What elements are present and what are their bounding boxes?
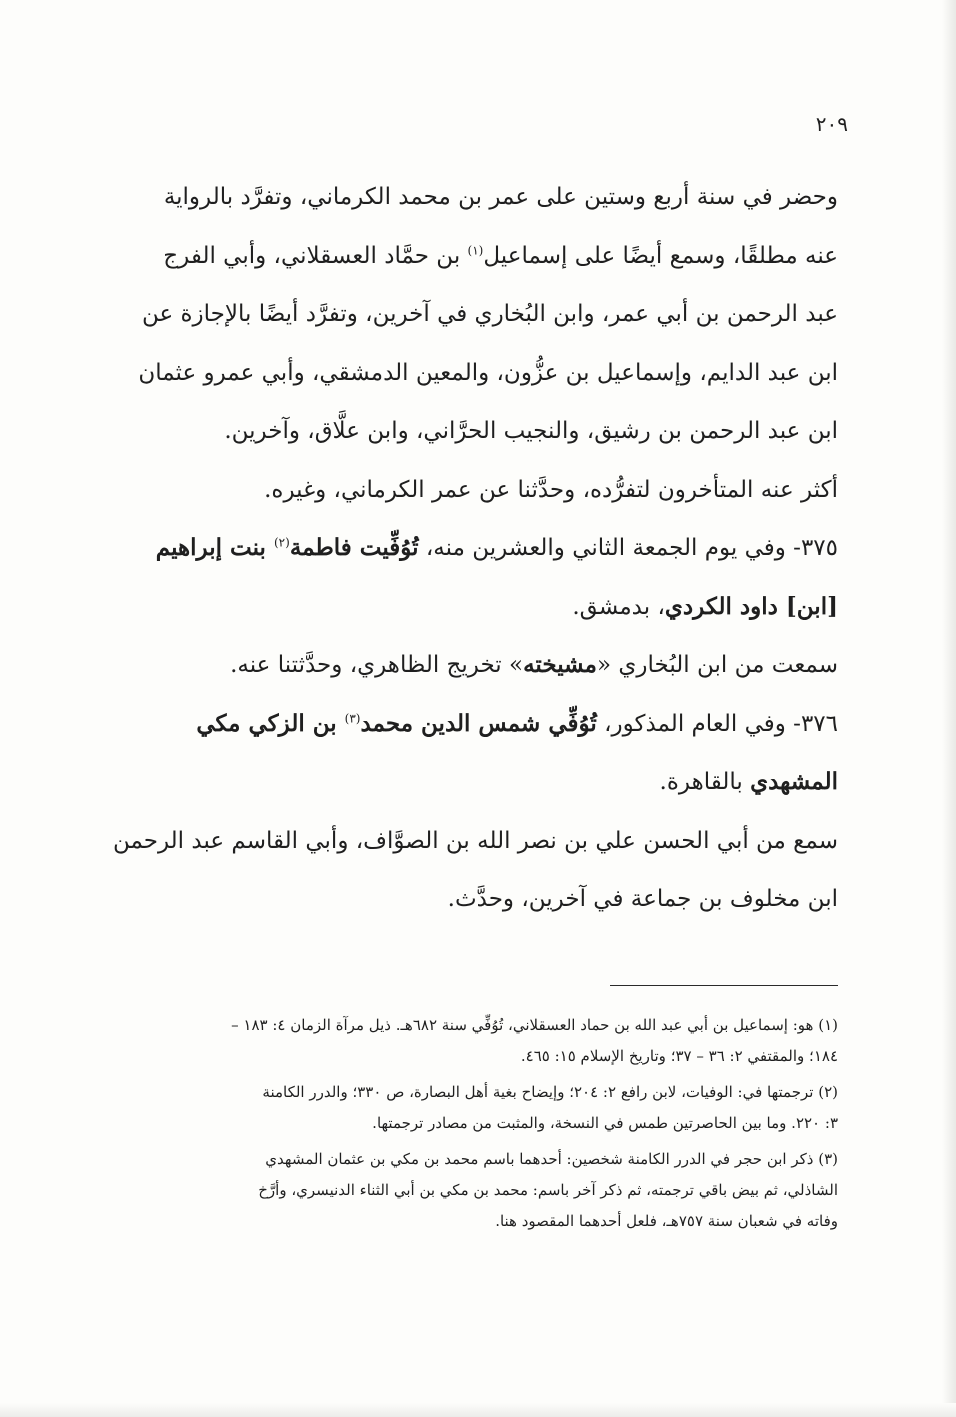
footnote-ref-3[interactable]: (٣) [344, 710, 361, 725]
footnote-3 [112, 1144, 838, 1237]
footnote-line: الشاذلي، ثم بيض باقي ترجمته، ثم ذكر آخر باسم: محمد بن مكي بن أبي الثناء الدنيسري، وأرَّخ [258, 1181, 838, 1199]
entry-name: تُوُفِّيت فاطمة [289, 534, 419, 561]
entry-name: [ابن] داود الكردي [664, 592, 838, 620]
footnote-line: ١٨٤؛ والمقتفي ٢: ٣٦ – ٣٧؛ وتاريخ الإسلام ١٥: ٤٦٥. [520, 1047, 838, 1065]
entry-376 [112, 695, 838, 812]
text-line: عبد الرحمن بن أبي عمر، وابن البُخاري في آخرين، وتفرَّد أيضًا بالإجازة عن [141, 301, 838, 327]
text-line: ابن عبد الدايم، وإسماعيل بن عزُّون، والمعين الدمشقي، وأبي عمرو عثمان [138, 359, 838, 386]
footnote-ref-1[interactable]: (١) [467, 242, 484, 257]
entry-name: بنت إبراهيم [155, 534, 274, 561]
entry-375 [112, 519, 838, 636]
footnote-line: (٢) ترجمتها في: الوفيات، لابن رافع ٢: ٢٠٤؛ وإيضاح بغية أهل البصارة، ص ٣٣٠؛ والدرر الكامنة [262, 1083, 838, 1101]
footnote-line: ٣: ٢٢٠. وما بين الحاصرتين طمس في النسخة، والمثبت من مصادر ترجمتها. [372, 1114, 838, 1132]
entry-intro: ٣٧٦- وفي العام المذكور، [596, 710, 838, 737]
footnote-divider [610, 985, 838, 986]
text-line: ابن عبد الرحمن بن رشيق، والنجيب الحرَّاني، وابن علَّاق، وآخرين. [224, 418, 838, 444]
text-line: عنه مطلقًا، وسمع أيضًا على إسماعيل [483, 242, 838, 269]
footnote-line: وفاته في شعبان سنة ٧٥٧هـ، فلعل أحدهما المقصود هنا. [495, 1212, 838, 1230]
entry-name: المشهدي [750, 768, 838, 795]
paragraph-2 [112, 461, 838, 520]
main-text [112, 168, 838, 929]
text-segment: » تخريج الظاهري، وحدَّثتنا عنه. [230, 652, 524, 678]
entry-place: بالقاهرة. [659, 769, 751, 795]
book-title: مشيخته [523, 651, 597, 678]
footnote-line: (٣) ذكر ابن حجر في الدرر الكامنة شخصين: أحدهما باسم محمد بن مكي بن عثمان المشهدي [265, 1150, 838, 1168]
entry-name: بن الزكي مكي [196, 709, 345, 737]
footnote-ref-2[interactable]: (٢) [273, 535, 290, 550]
footnote-1 [112, 1010, 838, 1072]
text-line: سمع من أبي الحسن علي بن نصر الله بن الصوَّاف، وأبي القاسم عبد الرحمن [112, 827, 838, 854]
text-line: ابن مخلوف بن جماعة في آخرين، وحدَّث. [447, 886, 838, 912]
text-line: وحضر في سنة أربع وستين على عمر بن محمد الكرماني، وتفرَّد بالرواية [163, 184, 838, 210]
footnote-2 [112, 1077, 838, 1139]
entry-intro: ٣٧٥- وفي يوم الجمعة الثاني والعشرين منه، [418, 535, 838, 561]
page-number: ٢٠٩ [815, 112, 848, 136]
page-edge-shadow [942, 0, 956, 1417]
paragraph-1 [112, 168, 838, 461]
page-bottom-shadow [0, 1403, 956, 1417]
paragraph-4 [112, 636, 838, 695]
text-line: بن حمَّاد العسقلاني، وأبي الفرج [163, 242, 468, 269]
footnotes [112, 1010, 838, 1242]
text-line: أكثر عنه المتأخرون لتفرُّده، وحدَّثنا عن عمر الكرماني، وغيره. [264, 476, 838, 503]
footnote-line: (١) هو: إسماعيل بن أبي عبد الله بن حماد العسقلاني، تُوُفِّي سنة ٦٨٢هـ. ذيل مرآة الزمان ٤: ١٨٣ – [231, 1016, 838, 1034]
text-segment: سمعت من ابن البُخاري « [597, 652, 838, 678]
entry-name: تُوُفِّي شمس الدين محمد [360, 709, 597, 737]
paragraph-6 [112, 812, 838, 929]
entry-place: ، بدمشق. [572, 593, 665, 620]
